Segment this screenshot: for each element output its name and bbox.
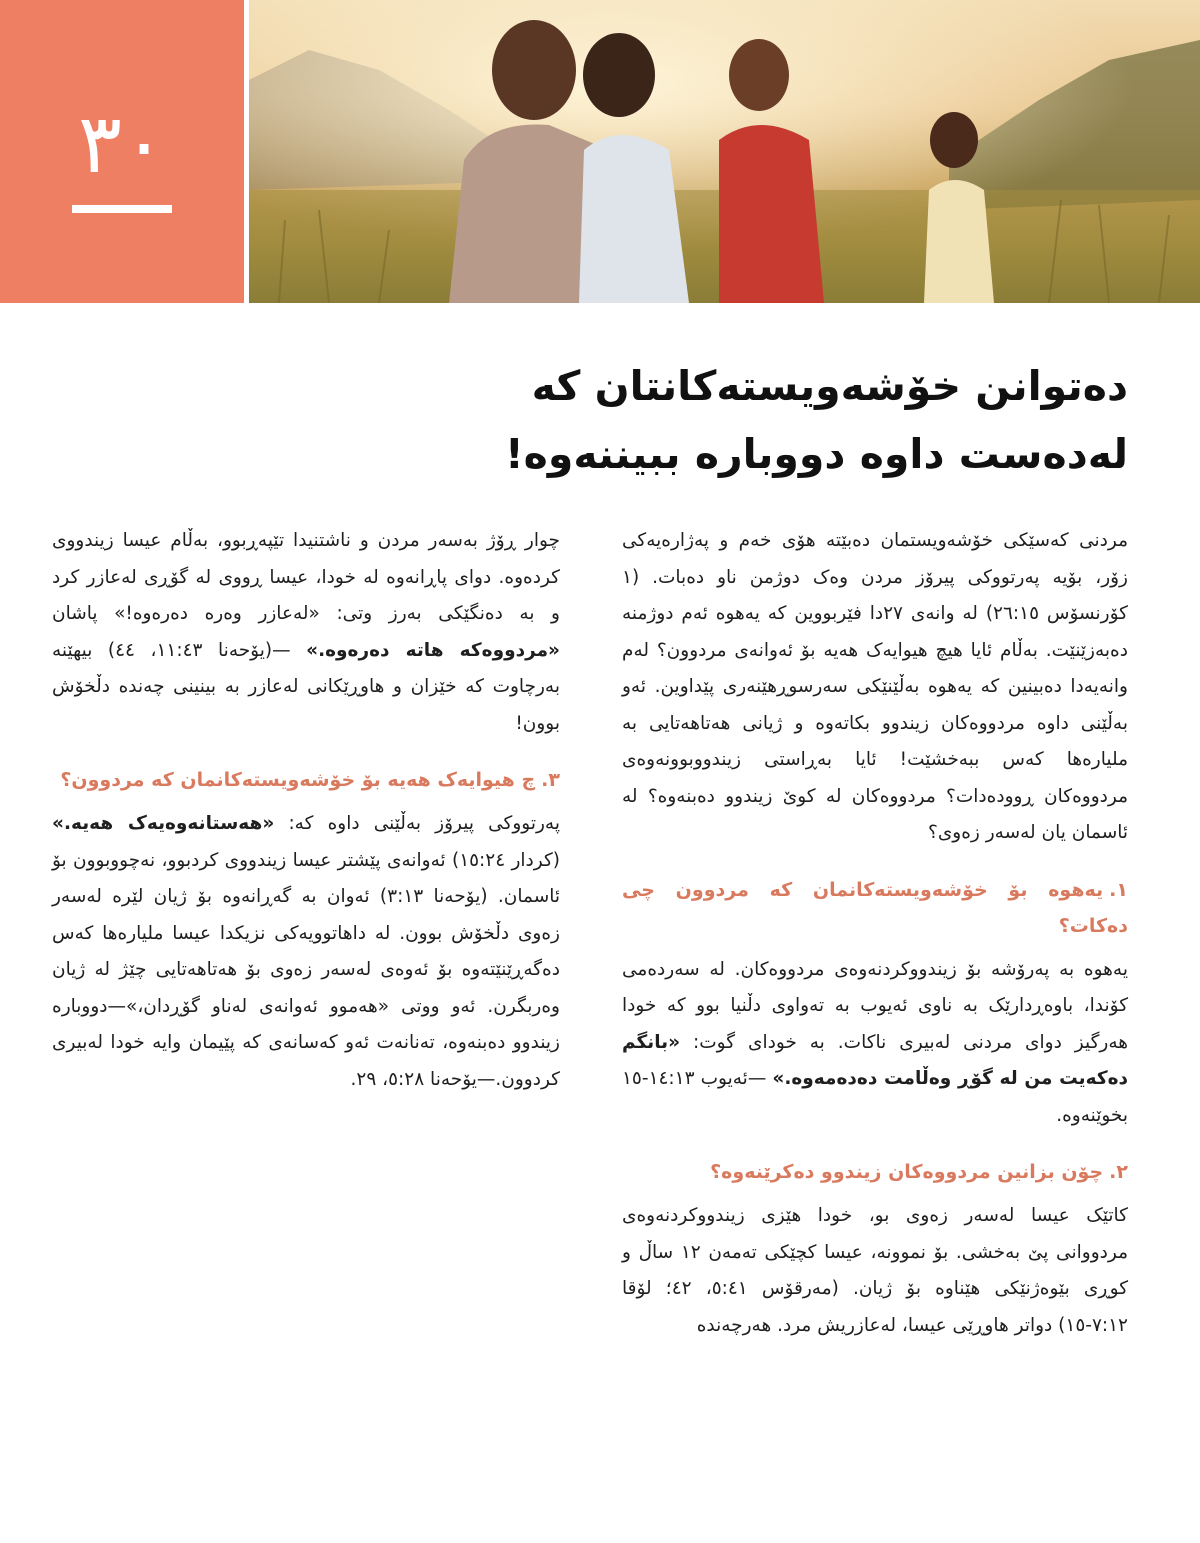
lesson-number-box: [0, 0, 244, 303]
section-1-title: یەهوە بۆ خۆشەویستەکانمان کە مردوون چی دەکات؟: [622, 878, 1128, 937]
section-3-paragraph: [52, 806, 560, 1098]
section-1-paragraph: [622, 952, 1128, 1135]
section-2-heading: [622, 1154, 1128, 1190]
section-2-number: ٢.: [1109, 1161, 1128, 1183]
lesson-number-underline: [72, 205, 172, 213]
lesson-number: ٣٠: [77, 97, 167, 192]
hero-photo: [249, 0, 1200, 303]
section-2-title: چۆن بزانین مردووەکان زیندوو دەکرێنەوە؟: [710, 1161, 1104, 1183]
section-3-body: (کردار ١٥:٢٤) ئەوانەی پێشتر عیسا زیندووی کردبوو، نەچووبوون بۆ ئاسمان. (یۆحەنا ٣:١٣) ئەوان بە گەڕانەوە بۆ ژیان لێرە لەسەر زەوی دڵخۆش بوون. لە داهاتوویەکی نزیکدا عیسا ملیارەها کەس دەگەڕێنێتەوە بۆ ئەوەی لەسەر زەوی بۆ هەتاهەتایی چێژ لە ژیان وەربگرن. ئەو ووتی «هەموو ئەوانەی لەناو گۆڕدان،»—دووبارە زیندوو دەبنەوە، تەنانەت ئەو کەسانەی کە پێیمان وایە خودا لەبیری کردوون.—یۆحەنا ٥:٢٨، ٢٩.: [52, 849, 560, 1090]
section-3-number: ٣.: [541, 769, 560, 791]
title-line-2: لەدەست داوە دووبارە ببیننەوە!: [504, 430, 1128, 478]
section-1-text: یەهوە بە پەرۆشە بۆ زیندووکردنەوەی مردووەکان. لە سەردەمی کۆندا، باوەڕدارێک بە ناوی ئەیوب بە تەواوی دڵنیا بوو کە خودا هەرگیز دوای مردنی لەبیری ناکات. بە خودای گوت:: [622, 958, 1128, 1053]
section-1-heading: [622, 872, 1128, 944]
intro-paragraph: مردنی کەسێکی خۆشەویستمان دەبێتە هۆی خەم و پەژارەیەکی زۆر، بۆیە پەرتووکی پیرۆز مردن وەک دوژمن ناو دەبات. (١ کۆرنسۆس ٢٦:١٥) لە وانەی ٢٧دا فێربووین کە یەهوە ئەم دوژمنە دەبەزێنێت. بەڵام ئایا هیچ هیوایەک هەیە بۆ ئەوانەی مردوون؟ لەم وانەیەدا دەبینین کە یەهوە بەڵێنێکی سەرسوڕهێنەری پێداوین. ئەو بەڵێنی داوە مردووەکان زیندوو بکاتەوە و ژیانی هەتاهەتایی بە ملیارەها کەس ببەخشێت! ئایا بەڕاستی زیندووبوونەوەی مردووەکان ڕوودەدات؟ مردووەکان لە کوێ زیندوو دەبنەوە؟ لە ئاسمان یان لەسەر زەوی؟: [622, 530, 1128, 843]
continuation-reference: —(یۆحەنا ١١:٤٣، ٤٤) بیهێنە بەرچاوت کە خێزان و هاوڕێکانی لەعازر بە بینینی چەندە دڵخۆش بوون!: [52, 639, 560, 734]
section-2-paragraph: کاتێک عیسا لەسەر زەوی بو، خودا هێزی زیندووکردنەوەی مردووانی پێ بەخشی. بۆ نموونە، عیسا کچێکی تەمەن ١٢ ساڵ و کوڕی بێوەژنێکی هێناوە بۆ ژیان. (مەرقۆس ٥:٤١، ٤٢؛ لۆقا ٧:١٢-١٥) دواتر هاوڕێی عیسا، لەعازریش مرد. هەرچەندە: [622, 1205, 1128, 1336]
section-1-quote: «بانگم دەکەیت من لە گۆڕ وەڵامت دەدەمەوە.»: [622, 1031, 1129, 1089]
section-1-reference: —ئەیوب ١٤:١٣-١٥ بخوێنەوە.: [622, 1068, 1128, 1126]
section-3-heading: [52, 762, 560, 798]
section-1-number: ١.: [1109, 878, 1128, 901]
left-column: [52, 523, 560, 1098]
title-line-1: دەتوانن خۆشەویستەکانتان کە: [531, 362, 1128, 410]
continuation-paragraph: [52, 523, 560, 742]
section-3-title: چ هیوایەک هەیە بۆ خۆشەویستەکانمان کە مردوون؟: [60, 769, 536, 791]
family-photo-icon: [249, 0, 1200, 303]
section-3-text: پەرتووکی پیرۆز بەڵێنی داوە کە:: [274, 813, 560, 834]
right-column: [622, 523, 1128, 1344]
continuation-text: چوار ڕۆژ بەسەر مردن و ناشتنیدا تێپەڕبوو، بەڵام عیسا زیندووی کردەوە. دوای پاڕانەوە لە خودا، عیسا ڕووی لە گۆڕی لەعازر کرد و بە دەنگێکی بەرز وتی: «لەعازر وەرە دەرەوە!» پاشان: [52, 530, 560, 624]
continuation-quote: «مردووەکە هاتە دەرەوە.»: [306, 639, 560, 661]
page-title: [408, 352, 1128, 488]
section-3-quote: «هەستانەوەیەک هەیە.»: [52, 813, 275, 834]
